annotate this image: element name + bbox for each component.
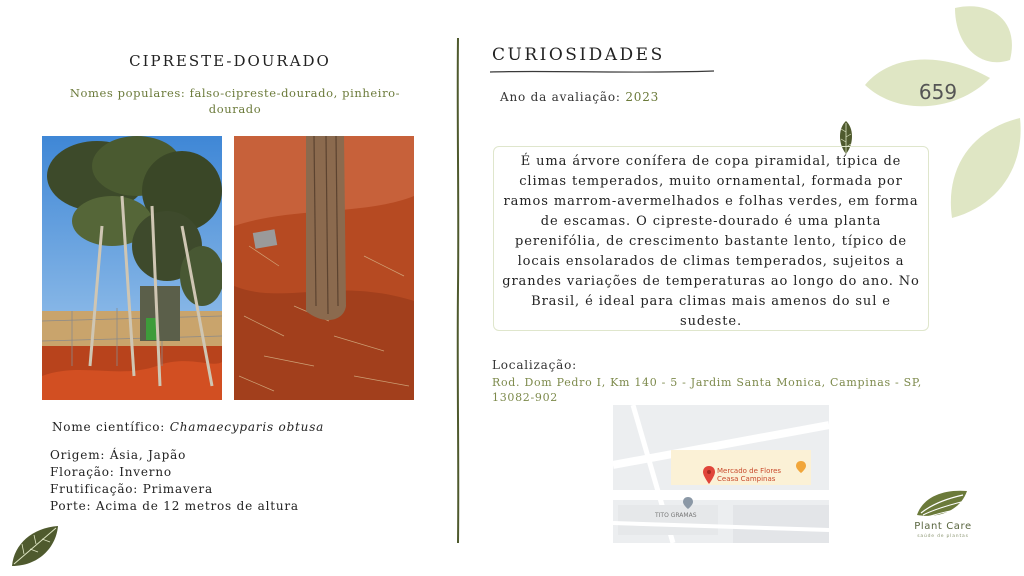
plant-facts xyxy=(50,447,299,515)
description-box: É uma árvore conífera de copa piramidal, típica de climas temperados, muito ornamental, formada por ramos marrom-avermelhados e folhas verdes, em forma de escamas. O cipreste-dourado é uma planta perenifólia, de crescimento bastante lento, típico de locais ensolarados de climas temperados, sujeitos a grandes variações de temperaturas ao longo do ano. No Brasil, é ideal para climas mais amenos do sul e sudeste. xyxy=(493,146,929,331)
evaluation-year: Ano da avaliação: 2023 xyxy=(500,90,660,104)
poi-pin-icon xyxy=(683,497,693,509)
tree-photo xyxy=(42,136,222,400)
food-pin-icon xyxy=(796,461,806,473)
size-text: Porte: Acima de 12 metros de altura xyxy=(50,499,299,513)
location-map[interactable] xyxy=(613,405,829,543)
curiosities-title: CURIOSIDADES xyxy=(492,45,665,65)
popular-names: Nomes populares: falso-cipreste-dourado, pinheiro-dourado xyxy=(69,86,401,116)
plant-number-badge: 659 xyxy=(918,80,958,104)
brand-name: Plant Care xyxy=(914,521,972,532)
map-poi-label: TITO GRAMAS xyxy=(655,512,697,519)
map-place-name: Mercado de Flores Ceasa Campinas xyxy=(717,467,782,483)
leaf-icon-bottom-left xyxy=(8,522,62,570)
map-pin-icon xyxy=(703,466,715,484)
scientific-name: Nome científico: Chamaecyparis obtusa xyxy=(52,420,325,434)
vertical-divider xyxy=(455,38,461,543)
fruiting-text: Frutificação: Primavera xyxy=(50,482,213,496)
plant-care-logo-icon xyxy=(913,487,971,519)
location-label: Localização: xyxy=(492,358,577,372)
origin-text: Origem: Ásia, Japão xyxy=(50,448,187,462)
trunk-photo xyxy=(234,136,414,400)
flowering-text: Floração: Inverno xyxy=(50,465,172,479)
plant-title: CIPRESTE-DOURADO xyxy=(129,52,331,70)
brand-tagline: saúde de plantas xyxy=(917,534,969,539)
title-underline xyxy=(488,68,716,76)
location-address: Rod. Dom Pedro I, Km 140 - 5 - Jardim Santa Monica, Campinas - SP, 13082-902 xyxy=(492,376,922,404)
